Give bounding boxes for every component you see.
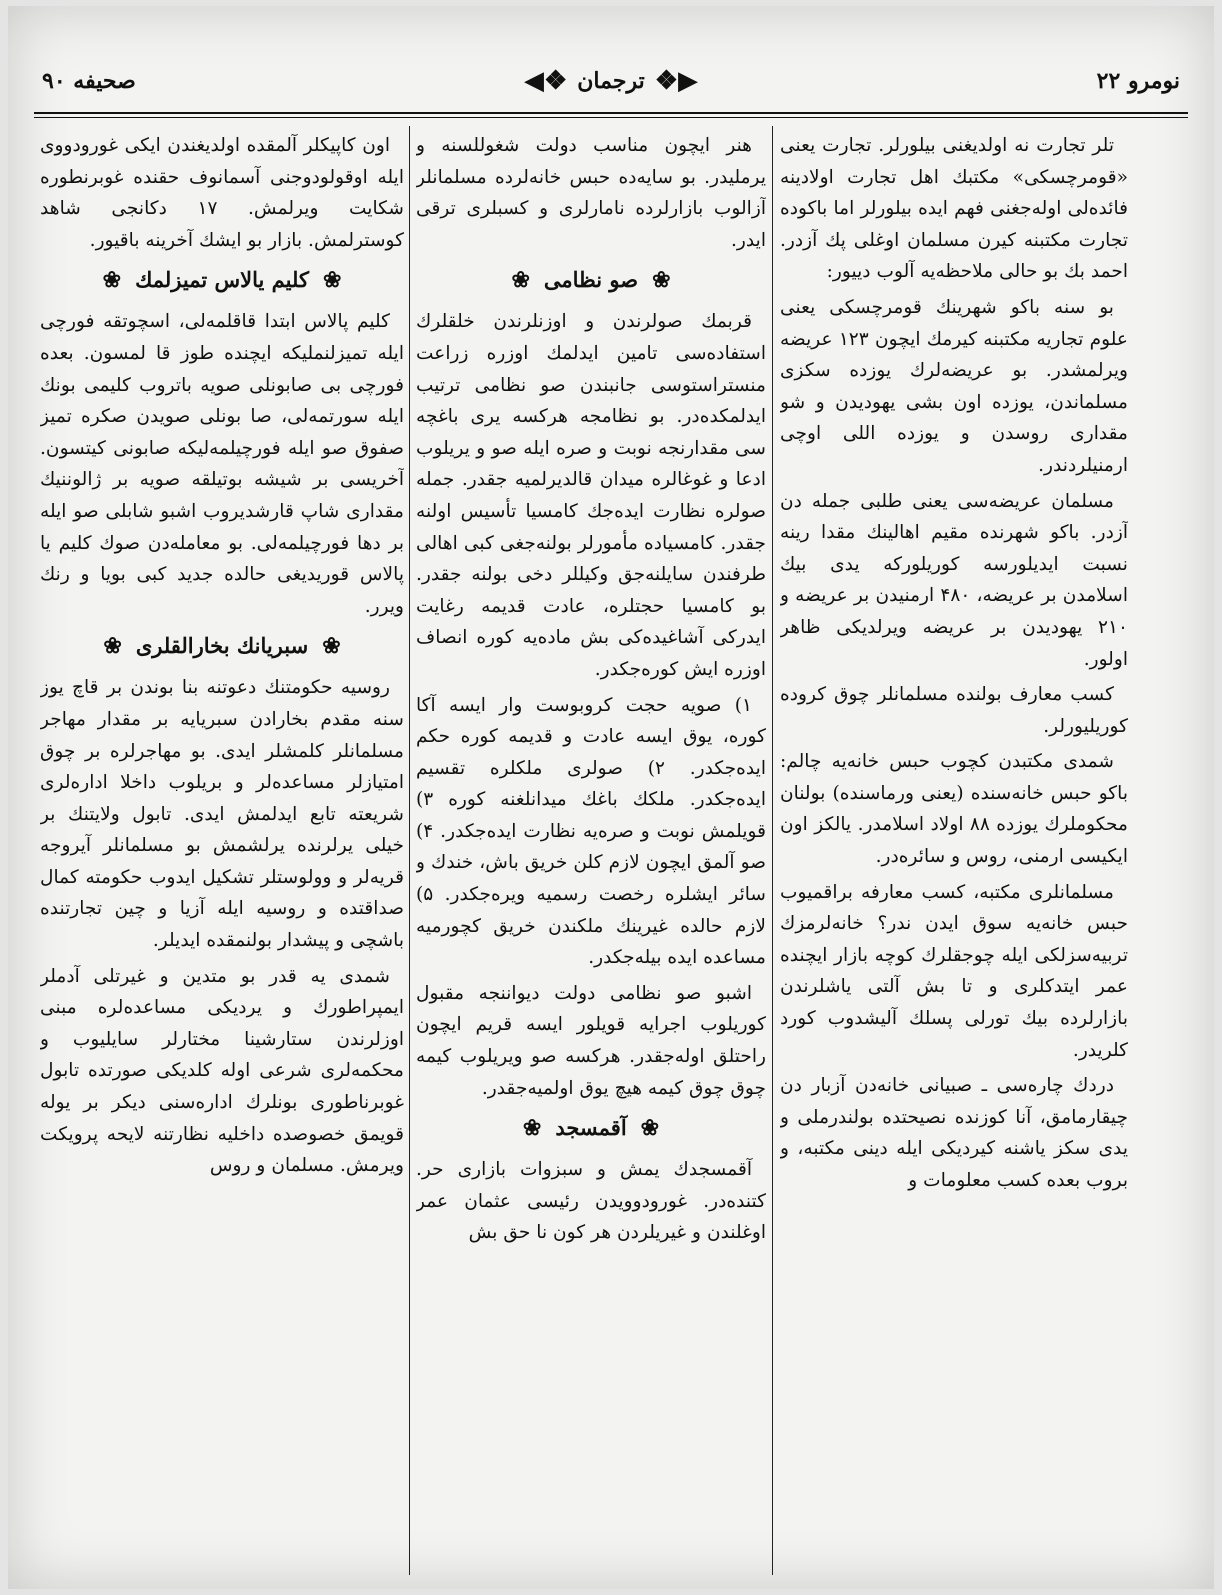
ornament-icon: ❀ (522, 1115, 542, 1142)
header-rule (34, 112, 1188, 118)
ornament-right-icon: ❖▶ (654, 66, 699, 96)
newspaper-title-block (524, 66, 698, 96)
paragraph: شمدی مکتبدن کچوب حبس خانه‌یه چالم: باکو حبس خانه‌سنده (یعنی ورماسنده) بولنان محکوملرك یوزده ۸۸ اولاد اسلامدر. یالکز اون ایکیسی ارمنی، روس و سائره‌در. (780, 751, 1128, 868)
ornament-icon: ❀ (652, 267, 671, 294)
ornament-icon: ❀ (322, 633, 341, 660)
issue-number: نومرو ۲۲ (1096, 68, 1180, 94)
ornament-icon: ❀ (103, 633, 122, 660)
ornament-left-icon: ◀❖ (523, 66, 568, 96)
newspaper-page (8, 6, 1214, 1589)
ornament-icon: ❀ (511, 267, 530, 294)
section-title: کلیم یالاس تمیزلمك (135, 267, 309, 293)
section-heading-water-regulation (416, 260, 766, 300)
paragraph: مسلمانلری مکتبه، کسب معارفه براقمیوب حبس خانه‌یه سوق ایدن ندر؟ خانه‌لرمزك تربیه‌سزلکی ایله چوجقلرك کوچه بازار ایچنده عمر ایتدکلری و تا بش آلتی یاشلرندن بازارلرده بیك تورلی پسلك آلیشدوب کورد کلریدر. (780, 881, 1128, 1061)
paragraph: دردك چاره‌سی ـ صبیانی خانه‌دن آزبار دن چیقارمامق، آنا کوزنده نصیحتده بولندرملی و یدی سکز یاشنه کیردیکی ایله دینی مکتبه، و بروب بعده کسب معلومات و (780, 1075, 1128, 1191)
paragraph: قربمك صولرندن و اوزنلرندن خلقلرك استفاده‌سی تامین ایدلمك اوزره زراعت منستراستوسی جانبندن صو نظامی ترتیب ایدلمکده‌در. بو نظامجه هرکسه یری باغچه سی مقدارنجه نوبت و صره ایله صو و یریلوب ادعا و غوغالره میدان قالدیرلمیه جقدر. جمله صولره نظارت ایده‌جك کامسیا تأسیس اولنه جقدر. کامسیاده مأمورلر بولنه‌جغی کبی اهالی طرفندن سایلنه‌جق وکیللر دخی بولنه جقدر. بو کامسیا حجتلره، عادت قدیمه رغایت ایدرکی آشاغیده‌کی بش ماده‌یه کوره انصاف اوزره ایش کوره‌جکدر. (416, 311, 766, 680)
paragraph: شمدی یه قدر بو متدین و غیرتلی آدملر ایمپراطورك و یردیکی مساعده‌لره مبنی اوزلرندن ستارشینا مختارلر سایلیوب و محکمه‌لری شرعی اوله کلدیکی صورتده تابول غوبرناطوری بونلرك اداره‌سنی دیکر بر یوله قویمق خصوصده داخلیه نظارتنه لایحه پرویکت ویرمش. مسلمان و روس (40, 965, 404, 1177)
section-heading-akmescit (416, 1108, 766, 1148)
column-divider-left (409, 126, 410, 1575)
ornament-icon: ❀ (102, 267, 122, 294)
newspaper-title: ترجمان (577, 68, 645, 94)
section-heading-siberian-bukharans (40, 626, 404, 666)
section-heading-carpet-cleaning (40, 260, 404, 300)
paragraph: کسب معارف بولنده مسلمانلر چوق کروده کوریلیورلر. (780, 684, 1128, 737)
paragraph: مسلمان عریضه‌سی یعنی طلبی جمله دن آزدر. باکو شهرنده مقیم اهالینك مقدا رینه نسبت ایدیلورسه کوریلورکه یدی بیك اسلامدن بر عریضه، ۴۸۰ ارمنیدن بر عریضه و ۲۱۰ یهودیدن بر عریضه ویرلدیکی ظاهر اولور. (780, 490, 1128, 670)
paragraph: اشبو صو نظامی دولت دیواننجه مقبول کوریلوب اجرایه قویلور ایسه قریم ایچون راحتلق اوله‌جقدر. هرکسه صو ویریلوب کیمه چوق چوق کیمه هیچ یوق اولمیه‌جقدر. (416, 982, 766, 1099)
section-title: سبریانك بخارالقلری (135, 633, 309, 659)
column-divider-right (772, 126, 773, 1575)
middle-column (416, 130, 766, 1575)
page-number: صحیفه ۹۰ (42, 68, 136, 94)
paragraph: آقمسجدك یمش و سبزوات بازاری حر. کتنده‌در. غورودوویدن رئیسی عثمان عمر اوغلندن و غیریلردن هر کون نا حق بش (416, 1159, 766, 1244)
paragraph: اون کاپیکلر آلمقده اولدیغندن ایکی غورودووی ایله اوقولودوجنی آسمانوف حقنده غوبرنطوره شکایت ویرلمش. ۱۷ دکانجی شاهد کوسترلمش. بازار بو ایشك آخرینه باقیور. (40, 135, 404, 251)
left-column (40, 130, 404, 1575)
masthead (30, 66, 1192, 106)
right-column (780, 130, 1128, 1575)
paragraph: ۱) صویه حجت کروبوست وار ایسه آکا کوره، یوق ایسه عادت و قدیمه کوره حکم ایده‌جکدر. ۲) صولری ملکلره تقسیم ایده‌جکدر. ملکك باغك میدانلغنه کوره ۳) قویلمش نوبت و صره‌یه نظارت ایده‌جکدر. ۴) صو آلمق ایچون لازم کلن خریق باش، خندك و سائر ایشلره رخصت رسمیه ویره‌جکدر. ۵) لازم حالده غیرینك ملکندن خریق کچورمیه مساعده ایده بیله‌جکدر. (416, 694, 766, 969)
paragraph: هنر ایچون مناسب دولت شغوللسنه و یرملیدر. بو سایه‌ده حبس خانه‌لرده مسلمانلر آزالوب بازارلرده نامارلری و کسبلری ترقی ایدر. (416, 135, 766, 251)
paragraph: روسیه حکومتنك دعوتنه بنا بوندن بر قاچ یوز سنه مقدم بخارادن سبریایه بر مقدار مهاجر مسلمانلر کلمشلر ایدی. بو مهاجرلره بر چوق امتیازلر مساعده‌لر و بریلوب داخلا اداره‌لری شریعته تابع ایدلمش ایدی. تابول ولایتنك بر خیلی یرلرنده یرلشمش بو مسلمانلر آیروجه قریه‌لر و وولوستلر تشکیل ایدوب حکومته کمال صداقتده و روسیه ایله آزیا و چین تجارتنده باشچی و پیشدار بولنمقده ایدیلر. (40, 677, 404, 952)
section-title: آقمسجد (555, 1115, 627, 1141)
ornament-icon: ❀ (640, 1115, 660, 1142)
ornament-icon: ❀ (322, 267, 342, 294)
section-title: صو نظامی (543, 267, 639, 293)
paragraph: تلر تجارت نه اولدیغنی بیلورلر. تجارت یعنی «قومرچسکی» مکتبك اهل تجارت اولادینه فائده‌لی اوله‌جغنی فهم ایده بیلورلر اما باکوده تجارت مکتبنه کیرن مسلمان اوغلی پك آزدر. احمد بك بو حالی ملاحظه‌یه آلوب دییور: (780, 135, 1128, 283)
paragraph: بو سنه باکو شهرینك قومرچسکی یعنی علوم تجاریه مکتبنه کیرمك ایچون ۱۲۳ عریضه ویرلمشدر. بو عریضه‌لرك یوزده سکزی مسلماندن، یوزده اون بشی یهودیدن و شو مقداری روسدن و یوزده اللی اوچی ارمنیلردندر. (780, 296, 1128, 476)
paragraph: کلیم پالاس ابتدا قاقلمه‌لی، اسچوتقه فورچی ایله تمیزلنملیکه ایچنده طوز قا لمسون. بعده فورچی بی صابونلی صویه باتروب کلیمی بونك ایله سورتمه‌لی، صا بونلی صویدن صکره تمیز صفوق صو ایله فورچیلمه‌لیکه صابونی کیتسون. آخریسی بر شیشه بوتیلقه صویه بر ژالوننیك مقداری شاپ قارشدیروب اشبو شابلی صو ایله بر دها فورچیلمه‌لی. بو معامله‌دن صوك کلیم یا پالاس قوریدیغی حالده جدید کبی بویا و رنك ویرر. (40, 311, 404, 617)
